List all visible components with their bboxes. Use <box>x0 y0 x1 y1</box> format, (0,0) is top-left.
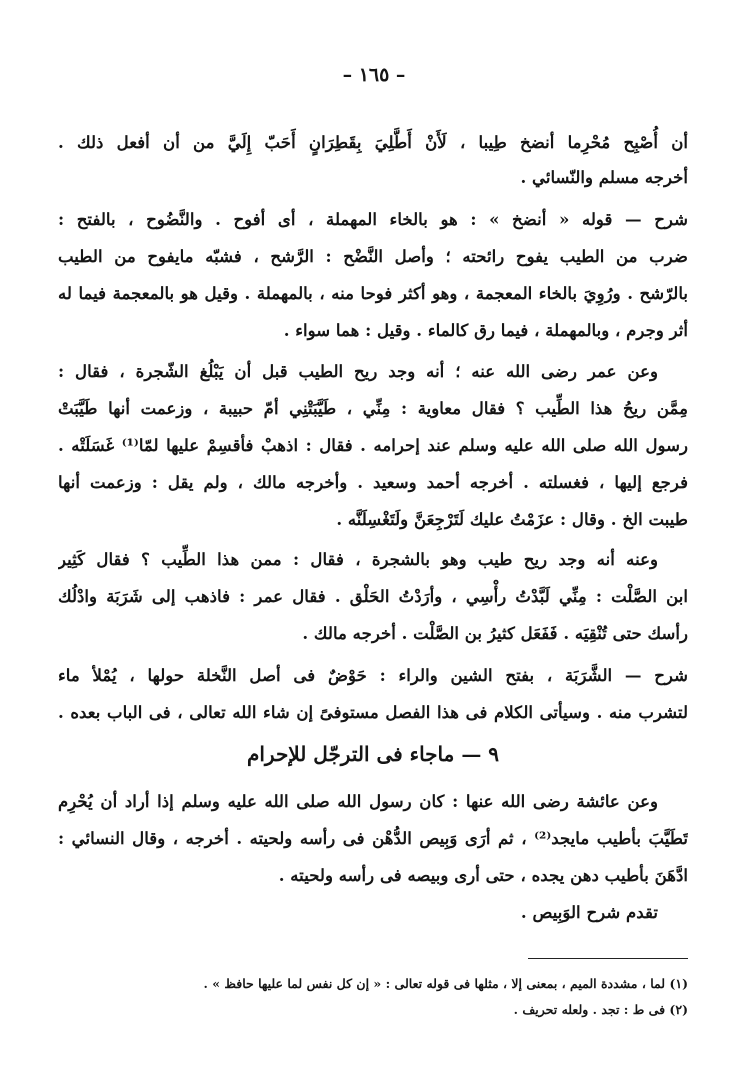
text-line: لتشرب منه . وسيأتى الكلام فى هذا الفصل مستوفىً إن شاء الله تعالى ، فى الباب بعده . <box>58 702 688 722</box>
footnote: (١) لما ، مشددة الميم ، بمعنى إلا ، مثلها فى قوله تعالى : « إن كل نفس لما عليها حافظ » . <box>203 976 688 991</box>
text-line: وعنه أنه وجد ريح طيب وهو بالشجرة ، فقال : ممن هذا الطِّيب ؟ فقال كَثِير <box>58 549 658 569</box>
section-heading: ٩ — ماجاء فى الترجّل للإحرام <box>246 742 500 766</box>
text-line: رأسك حتى تُنْقِيَه . فَفَعَل كثيرُ بن الصَّلْت . أخرجه مالك . <box>302 623 688 643</box>
body-text <box>58 0 688 1080</box>
text-line: تقدم شرح الوَبِيص . <box>520 902 658 922</box>
text-line: بالرّشح . ورُوِيَ بالخاء المعجمة ، وهو أكثر فوحا منه ، بالمهملة . وقيل هو بالمعجمة فيما له <box>58 283 688 303</box>
text-line: وعن عمر رضى الله عنه ؛ أنه وجد ريح الطيب قبل أن يَبْلُغ الشّجرة ، فقال : <box>58 361 658 381</box>
footnote: (٢) فى ط : تجد . ولعله تحريف . <box>513 1002 688 1017</box>
text-line: أثر وجرم ، وبالمهملة ، فيما رق كالماء . وقيل : هما سواء . <box>283 320 688 340</box>
text-line: شرح — قوله « أنضخ » : هو بالخاء المهملة ، أى أفوح . والنَّضُوح ، بالفتح : <box>58 209 688 229</box>
text-line: ابن الصَّلْت : مِنِّي لَبَّدْتُ رأْسِي ، وأرَدْتُ الحَلْق . فقال عمر : فاذهب إلى شَرَبَة وادْلُك <box>58 586 688 606</box>
text-line: رسول الله صلى الله عليه وسلم عند إحرامه . فقال : اذهبْ فأقسِمْ عليها لمّا⁽¹⁾ غَسَلَتْه . <box>58 435 688 455</box>
text-line: ادَّهَنَ بأطيب دهن يجده ، حتى أرى وبيصه فى رأسه ولحيته . <box>278 865 688 885</box>
text-line: وعن عائشة رضى الله عنها : كان رسول الله صلى الله عليه وسلم إذا أراد أن يُحْرِم <box>58 791 658 811</box>
text-line: ضرب من الطيب يفوح رائحته ؛ وأصل النَّضْح : الرَّشح ، فشبّه مايفوح من الطيب <box>58 246 688 266</box>
text-line: طيبت الخ . وقال : عزَمْتُ عليك لَتَرْجِعَنَّ ولَتَغْسِلَنَّه . <box>336 509 688 529</box>
page-number: – ١٦٥ – <box>342 64 406 86</box>
text-line: شرح — الشَّرَبَة ، بفتح الشين والراء : حَوْضٌ فى أصل النَّخلة حولها ، يُمْلأ ماء <box>58 665 688 685</box>
footnote-divider <box>528 958 688 959</box>
text-line: مِمَّن ريحُ هذا الطِّيب ؟ فقال معاوية : مِنِّي ، طَيَّبَتْنِي أمّ حبيبة ، وزعمت أنها طَيَّبَتْ <box>58 398 688 418</box>
text-line: فرجع إليها ، فغسلته . أخرجه أحمد وسعيد . وأخرجه مالك ، ولم يقل : وزعمت أنها <box>58 472 688 492</box>
text-line: أن أُصْبِح مُحْرِما أنضخ طِيبا ، لَأَنْ أَطَّلِيَ بِقَطِرَانٍ أَحَبّ إِلَيَّ من أن أفعل ذلك . <box>58 132 688 152</box>
text-line: أخرجه مسلم والنّسائي . <box>520 167 688 187</box>
text-line: تَطَيَّبَ بأطيب مايجد⁽²⁾ ، ثم أرَى وَبِيص الدُّهْن فى رأسه ولحيته . أخرجه ، وقال النسائي : <box>58 828 688 848</box>
